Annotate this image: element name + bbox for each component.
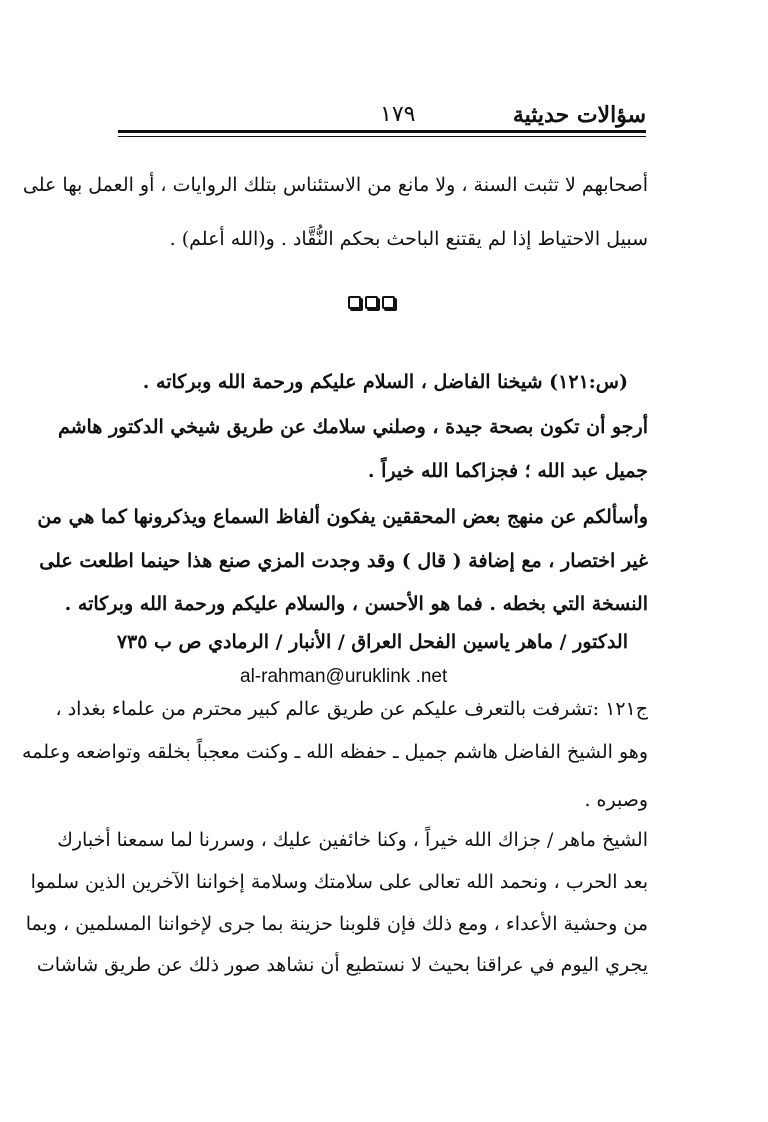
page-header [118, 96, 646, 146]
answer-line: وصبره . [584, 789, 648, 811]
answer-line: وهو الشيخ الفاضل هاشم جميل ـ حفظه الله ـ وكنت معجباً بخلقه وتواضعه وعلمه [22, 741, 648, 763]
header-rule-thick [118, 130, 646, 133]
header-rule-thin [118, 136, 646, 137]
answer-line: من وحشية الأعداء ، ومع ذلك فإن قلوبنا حزينة بما جرى لإخواننا المسلمين ، وبما [25, 913, 648, 935]
intro-line-2: سبيل الاحتياط إذا لم يقتنع الباحث بحكم النُّقَّاد . و(الله أعلم) . [169, 228, 648, 250]
answer-line: ج١٢١ :تشرفت بالتعرف عليكم عن طريق عالم كبير محترم من علماء بغداد ، [55, 698, 648, 720]
separator-box [382, 296, 395, 309]
running-title: سؤالات حديثية [512, 102, 646, 128]
question-line: أرجو أن تكون بصحة جيدة ، وصلني سلامك عن طريق شيخي الدكتور هاشم [57, 416, 648, 438]
questioner-signature: الدكتور / ماهر ياسين الفحل العراق / الأنبار / الرمادي ص ب ٧٣٥ [116, 631, 628, 653]
answer-line: يجري اليوم في عراقنا بحيث لا نستطيع أن نشاهد صور ذلك عن طريق شاشات [36, 954, 648, 976]
question-greeting: (س:١٢١) شيخنا الفاضل ، السلام عليكم ورحمة الله وبركاته . [142, 371, 628, 393]
question-line: وأسألكم عن منهج بعض المحققين يفكون ألفاظ السماع ويذكرونها كما هي من [37, 506, 648, 528]
question-line: غير اختصار ، مع إضافة ( قال ) وقد وجدت المزي صنع هذا حينما اطلعت على [39, 550, 648, 572]
question-line: جميل عبد الله ؛ فجزاكما الله خيراً . [367, 460, 648, 482]
separator-box [365, 296, 378, 309]
answer-line: بعد الحرب ، ونحمد الله تعالى على سلامتك وسلامة إخواننا الآخرين الذين سلموا [30, 871, 648, 893]
page-number: ١٧٩ [380, 102, 416, 127]
section-separator [348, 296, 395, 309]
answer-line: الشيخ ماهر / جزاك الله خيراً ، وكنا خائفين عليك ، وسررنا لما سمعنا أخبارك [57, 829, 648, 851]
email-address: al-rahman@uruklink .net [240, 666, 448, 687]
intro-line-1: أصحابهم لا تثبت السنة ، ولا مانع من الاستئناس بتلك الروايات ، أو العمل بها على [22, 174, 648, 196]
question-line: النسخة التي بخطه . فما هو الأحسن ، والسلام عليكم ورحمة الله وبركاته . [64, 593, 648, 615]
separator-box [348, 296, 361, 309]
